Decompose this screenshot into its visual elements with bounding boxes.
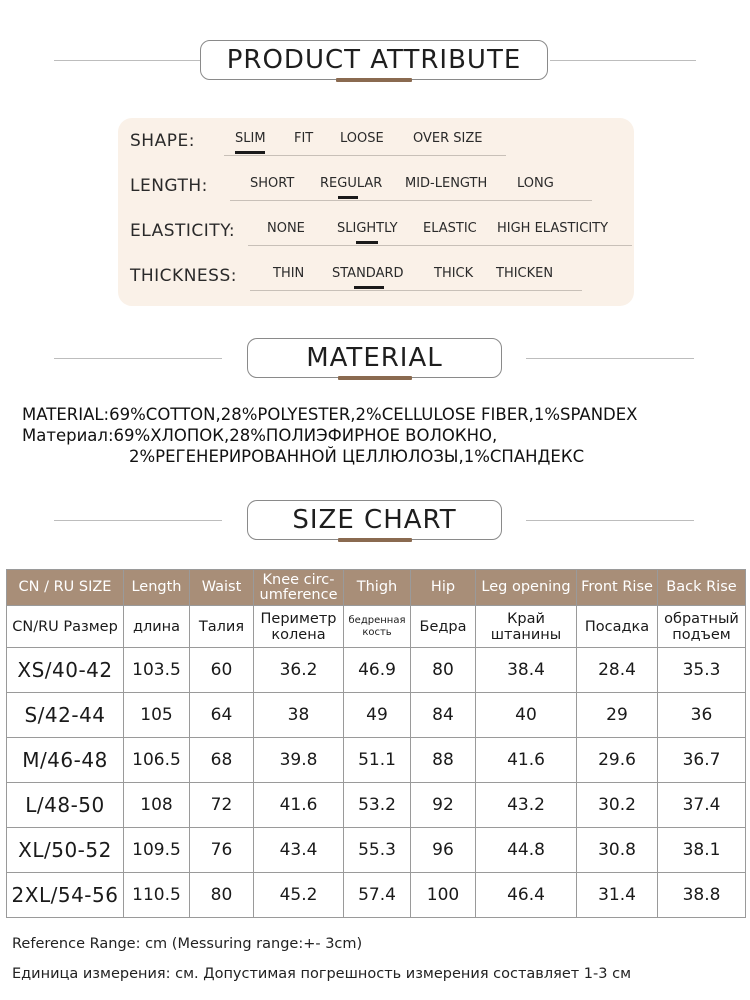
- table-cell: 68: [190, 738, 254, 783]
- attribute-label: THICKNESS:: [130, 266, 237, 286]
- table-cell: 38.4: [476, 648, 577, 693]
- table-cell: 53.2: [344, 783, 411, 828]
- attribute-row-shape: [130, 131, 620, 161]
- table-cell: 31.4: [577, 873, 658, 918]
- attribute-option: THICK: [434, 266, 474, 281]
- size-cell: 2XL/54-56: [7, 873, 124, 918]
- attribute-option: OVER SIZE: [413, 131, 483, 146]
- size-cell: XL/50-52: [7, 828, 124, 873]
- table-row: [7, 873, 746, 918]
- attribute-label: SHAPE:: [130, 131, 195, 151]
- table-cell: 76: [190, 828, 254, 873]
- table-cell: 28.4: [577, 648, 658, 693]
- attribute-option: MID-LENGTH: [405, 176, 488, 191]
- column-header-ru: Бедра: [411, 606, 476, 648]
- table-cell: 96: [411, 828, 476, 873]
- reference-note-en: Reference Range: cm (Messuring range:+- 3cm): [12, 936, 363, 952]
- table-row: [7, 828, 746, 873]
- section-title-box: [200, 40, 548, 80]
- size-cell: XS/40-42: [7, 648, 124, 693]
- table-cell: 45.2: [254, 873, 344, 918]
- header-row-ru: [7, 606, 746, 648]
- table-row: [7, 648, 746, 693]
- table-cell: 110.5: [124, 873, 190, 918]
- attribute-rule: [250, 290, 582, 291]
- column-header-ru: Посадка: [577, 606, 658, 648]
- divider-line: [526, 520, 694, 521]
- column-header: Hip: [411, 570, 476, 606]
- table-cell: 80: [411, 648, 476, 693]
- attribute-option: SLIGHTLY: [337, 221, 398, 236]
- table-cell: 41.6: [476, 738, 577, 783]
- attribute-option: NONE: [267, 221, 305, 236]
- attribute-option: REGULAR: [320, 176, 383, 191]
- table-cell: 106.5: [124, 738, 190, 783]
- attribute-option: STANDARD: [332, 266, 404, 281]
- section-title-text: SIZE CHART: [292, 505, 457, 535]
- material-label-ru: Материал:: [22, 426, 114, 445]
- material-description: [22, 404, 637, 467]
- table-cell: 40: [476, 693, 577, 738]
- column-header-ru: обратный подъем: [658, 606, 746, 648]
- table-cell: 38: [254, 693, 344, 738]
- selected-marker: [354, 286, 384, 289]
- material-value-ru-line2: 2%РЕГЕНЕРИРОВАННОЙ ЦЕЛЛЮЛОЗЫ,1%СПАНДЕКС: [129, 447, 585, 466]
- column-header-ru: CN/RU Размер: [7, 606, 124, 648]
- column-header-ru: Край штанины: [476, 606, 577, 648]
- table-cell: 105: [124, 693, 190, 738]
- attribute-option: FIT: [294, 131, 314, 146]
- table-cell: 43.4: [254, 828, 344, 873]
- size-cell: L/48-50: [7, 783, 124, 828]
- attribute-rule: [248, 245, 632, 246]
- attribute-option: HIGH ELASTICITY: [497, 221, 609, 236]
- attribute-option: SLIM: [235, 131, 266, 146]
- table-cell: 29.6: [577, 738, 658, 783]
- table-cell: 92: [411, 783, 476, 828]
- selected-marker: [338, 196, 358, 199]
- column-header-ru: Талия: [190, 606, 254, 648]
- table-cell: 36.7: [658, 738, 746, 783]
- table-cell: 44.8: [476, 828, 577, 873]
- table-cell: 103.5: [124, 648, 190, 693]
- column-header-ru: Периметр колена: [254, 606, 344, 648]
- table-cell: 49: [344, 693, 411, 738]
- section-title-box: [247, 338, 502, 378]
- table-cell: 60: [190, 648, 254, 693]
- table-cell: 46.4: [476, 873, 577, 918]
- table-cell: 36: [658, 693, 746, 738]
- selected-marker: [356, 241, 378, 244]
- attribute-rule: [224, 155, 506, 156]
- selected-marker: [235, 151, 265, 154]
- table-row: [7, 783, 746, 828]
- material-value-ru-line1: 69%ХЛОПОК,28%ПОЛИЭФИРНОЕ ВОЛОКНО,: [113, 426, 498, 445]
- column-header-ru: длина: [124, 606, 190, 648]
- table-cell: 100: [411, 873, 476, 918]
- column-header: Length: [124, 570, 190, 606]
- divider-line: [54, 358, 222, 359]
- column-header: Knee circ-umference: [254, 570, 344, 606]
- accent-bar: [338, 376, 412, 380]
- column-header: Waist: [190, 570, 254, 606]
- table-cell: 41.6: [254, 783, 344, 828]
- size-chart-heading: [0, 500, 750, 544]
- attribute-option: SHORT: [250, 176, 295, 191]
- material-label-en: MATERIAL:: [22, 405, 110, 424]
- column-header: CN / RU SIZE: [7, 570, 124, 606]
- section-title-text: PRODUCT ATTRIBUTE: [226, 45, 522, 75]
- table-cell: 35.3: [658, 648, 746, 693]
- table-cell: 88: [411, 738, 476, 783]
- table-cell: 37.4: [658, 783, 746, 828]
- product-attribute-heading: [0, 40, 750, 84]
- attribute-option: LONG: [517, 176, 554, 191]
- reference-note-ru: Единица измерения: см. Допустимая погрешность измерения составляет 1-3 см: [12, 966, 632, 982]
- table-cell: 72: [190, 783, 254, 828]
- table-row: [7, 738, 746, 783]
- attribute-label: LENGTH:: [130, 176, 208, 196]
- table-cell: 38.8: [658, 873, 746, 918]
- attribute-option: ELASTIC: [423, 221, 477, 236]
- attribute-option: THICKEN: [496, 266, 554, 281]
- column-header: Back Rise: [658, 570, 746, 606]
- section-title-box: [247, 500, 502, 540]
- section-title-text: MATERIAL: [306, 343, 443, 373]
- table-cell: 108: [124, 783, 190, 828]
- table-cell: 57.4: [344, 873, 411, 918]
- column-header: Thigh: [344, 570, 411, 606]
- divider-line: [54, 520, 222, 521]
- size-cell: S/42-44: [7, 693, 124, 738]
- attribute-panel: [118, 118, 634, 306]
- attribute-row-length: [130, 176, 620, 206]
- header-row-en: [7, 570, 746, 606]
- table-cell: 30.8: [577, 828, 658, 873]
- material-value-en: 69%COTTON,28%POLYESTER,2%CELLULOSE FIBER,1%SPANDEX: [109, 405, 638, 424]
- table-cell: 39.8: [254, 738, 344, 783]
- attribute-label: ELASTICITY:: [130, 221, 236, 241]
- table-cell: 46.9: [344, 648, 411, 693]
- table-cell: 38.1: [658, 828, 746, 873]
- table-cell: 36.2: [254, 648, 344, 693]
- table-cell: 109.5: [124, 828, 190, 873]
- table-cell: 84: [411, 693, 476, 738]
- divider-line: [54, 60, 200, 61]
- material-heading: [0, 338, 750, 382]
- table-cell: 43.2: [476, 783, 577, 828]
- attribute-row-thickness: [130, 266, 620, 296]
- attribute-option: LOOSE: [340, 131, 384, 146]
- table-cell: 30.2: [577, 783, 658, 828]
- column-header-ru: бедренная кость: [344, 606, 411, 648]
- column-header: Leg opening: [476, 570, 577, 606]
- divider-line: [550, 60, 696, 61]
- attribute-row-elasticity: [130, 221, 620, 251]
- table-cell: 51.1: [344, 738, 411, 783]
- divider-line: [526, 358, 694, 359]
- accent-bar: [338, 538, 412, 542]
- column-header: Front Rise: [577, 570, 658, 606]
- accent-bar: [336, 78, 412, 82]
- size-chart-table: [6, 569, 746, 918]
- table-cell: 64: [190, 693, 254, 738]
- table-row: [7, 693, 746, 738]
- attribute-rule: [230, 200, 592, 201]
- table-cell: 80: [190, 873, 254, 918]
- table-cell: 55.3: [344, 828, 411, 873]
- attribute-option: THIN: [273, 266, 305, 281]
- table-cell: 29: [577, 693, 658, 738]
- size-cell: M/46-48: [7, 738, 124, 783]
